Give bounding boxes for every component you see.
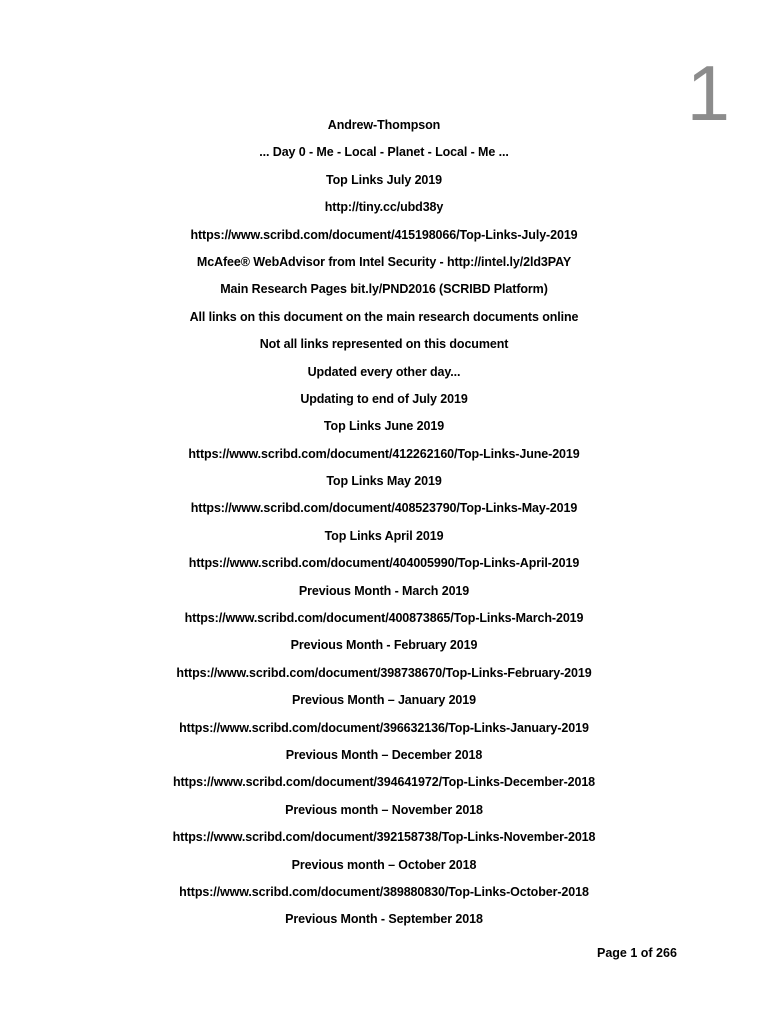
link-october-2018[interactable]: https://www.scribd.com/document/389880830/Top-Links-October-2018: [179, 884, 589, 899]
note-line: Updated every other day...: [307, 364, 461, 379]
page-footer: Page 1 of 266: [597, 946, 677, 960]
note-line: Updating to end of July 2019: [300, 391, 468, 406]
heading-november-2018: Previous month – November 2018: [285, 802, 483, 817]
heading-march-2019: Previous Month - March 2019: [298, 583, 470, 598]
heading-september-2018: Previous Month - September 2018: [285, 912, 483, 927]
link-january-2019[interactable]: https://www.scribd.com/document/396632136/Top-Links-January-2019: [179, 720, 589, 735]
link-february-2019[interactable]: https://www.scribd.com/document/398738670/Top-Links-February-2019: [176, 665, 592, 680]
note-line: All links on this document on the main research documents online: [189, 309, 579, 324]
link-june-2019[interactable]: https://www.scribd.com/document/412262160/Top-Links-June-2019: [188, 446, 580, 461]
mcafee-line[interactable]: McAfee® WebAdvisor from Intel Security - http://intel.ly/2ld3PAY: [196, 254, 572, 269]
main-research-line[interactable]: Main Research Pages bit.ly/PND2016 (SCRIBD Platform): [220, 282, 548, 297]
note-line: Not all links represented on this document: [259, 337, 509, 352]
tagline: ... Day 0 - Me - Local - Planet - Local - Me ...: [259, 145, 509, 160]
page-number-large: 1: [686, 49, 730, 137]
heading-top-links-june: Top Links June 2019: [323, 419, 445, 434]
document-body: [0, 112, 768, 934]
heading-top-links-april: Top Links April 2019: [324, 528, 444, 543]
heading-february-2019: Previous Month - February 2019: [290, 638, 478, 653]
link-july-2019[interactable]: https://www.scribd.com/document/415198066/Top-Links-July-2019: [190, 227, 578, 242]
heading-top-links-may: Top Links May 2019: [326, 474, 442, 489]
heading-january-2019: Previous Month – January 2019: [292, 693, 476, 708]
link-tiny-url[interactable]: http://tiny.cc/ubd38y: [324, 200, 444, 215]
link-march-2019[interactable]: https://www.scribd.com/document/400873865/Top-Links-March-2019: [184, 611, 584, 626]
heading-december-2018: Previous Month – December 2018: [285, 747, 483, 762]
author-name: Andrew-Thompson: [327, 118, 441, 132]
heading-top-links-july: Top Links July 2019: [326, 172, 442, 187]
link-november-2018[interactable]: https://www.scribd.com/document/392158738/Top-Links-November-2018: [172, 830, 596, 845]
link-april-2019[interactable]: https://www.scribd.com/document/404005990/Top-Links-April-2019: [188, 556, 580, 571]
heading-october-2018: Previous month – October 2018: [291, 857, 477, 872]
link-december-2018[interactable]: https://www.scribd.com/document/394641972/Top-Links-December-2018: [172, 775, 596, 790]
link-may-2019[interactable]: https://www.scribd.com/document/408523790/Top-Links-May-2019: [190, 501, 578, 516]
